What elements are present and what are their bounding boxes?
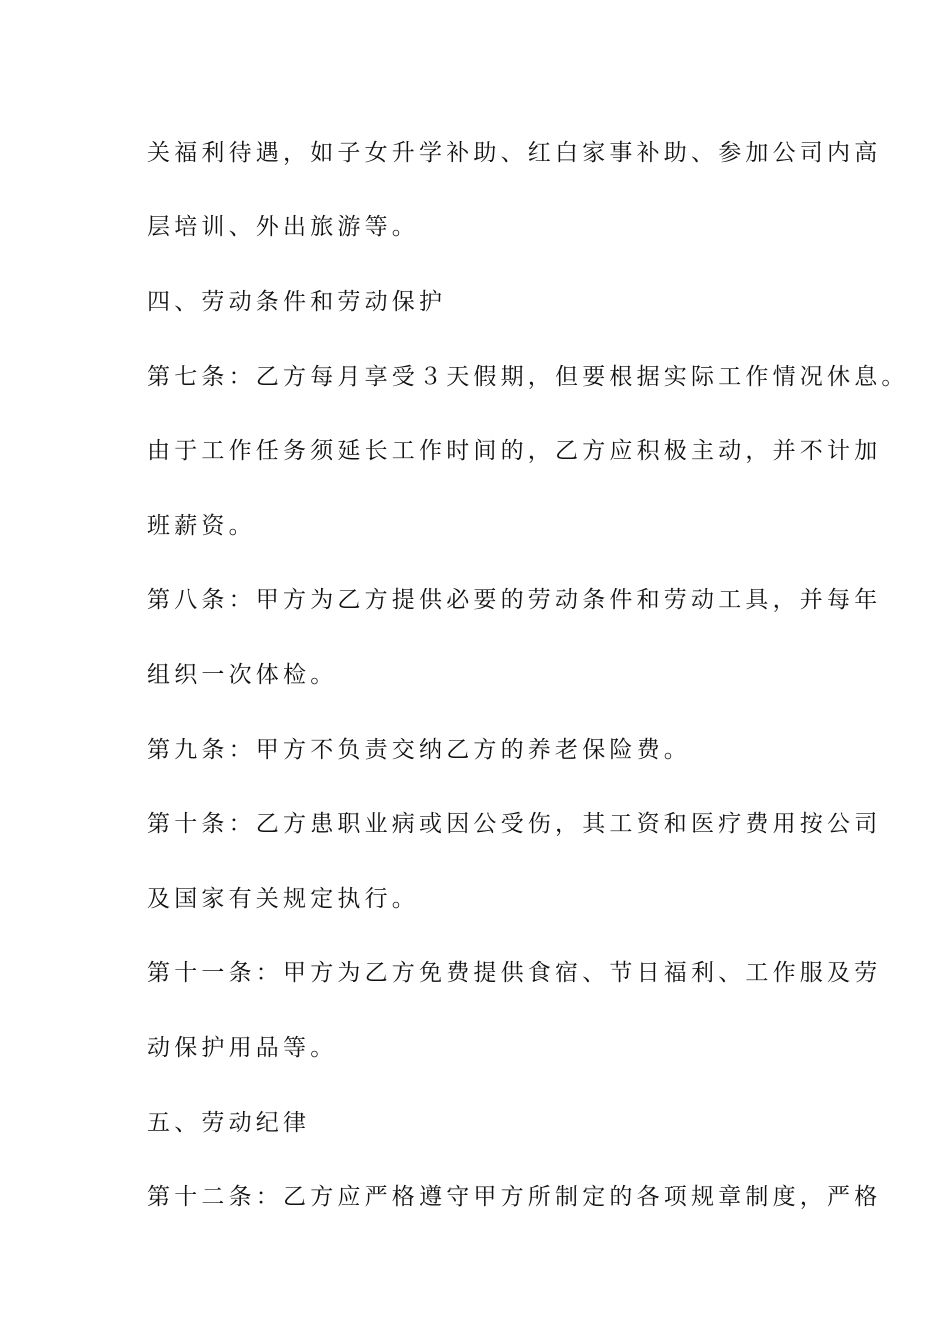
section-heading-labor-discipline: 五、劳动纪律 [147, 1110, 311, 1136]
article-11-line-1: 第十一条：甲方为乙方免费提供食宿、节日福利、工作服及劳 [147, 960, 882, 986]
section-heading-labor-conditions: 四、劳动条件和劳动保护 [147, 289, 447, 315]
article-8-line-1: 第八条：甲方为乙方提供必要的劳动条件和劳动工具，并每年 [147, 587, 882, 613]
text-line-welfare-cont: 关福利待遇，如子女升学补助、红白家事补助、参加公司内高 [147, 140, 882, 166]
article-7-line-3: 班薪资。 [147, 513, 256, 539]
article-10-line-2: 及国家有关规定执行。 [147, 886, 419, 912]
article-9-line-1: 第九条：甲方不负责交纳乙方的养老保险费。 [147, 737, 691, 763]
article-7-line-1: 第七条：乙方每月享受３天假期，但要根据实际工作情况休息。 [147, 364, 909, 390]
article-10-line-1: 第十条：乙方患职业病或因公受伤，其工资和医疗费用按公司 [147, 811, 882, 837]
article-7-line-2: 由于工作任务须延长工作时间的，乙方应积极主动，并不计加 [147, 438, 882, 464]
article-12-line-1: 第十二条：乙方应严格遵守甲方所制定的各项规章制度，严格 [147, 1184, 882, 1210]
article-8-line-2: 组织一次体检。 [147, 662, 338, 688]
article-11-line-2: 动保护用品等。 [147, 1035, 338, 1061]
text-line-welfare-end: 层培训、外出旅游等。 [147, 214, 419, 240]
